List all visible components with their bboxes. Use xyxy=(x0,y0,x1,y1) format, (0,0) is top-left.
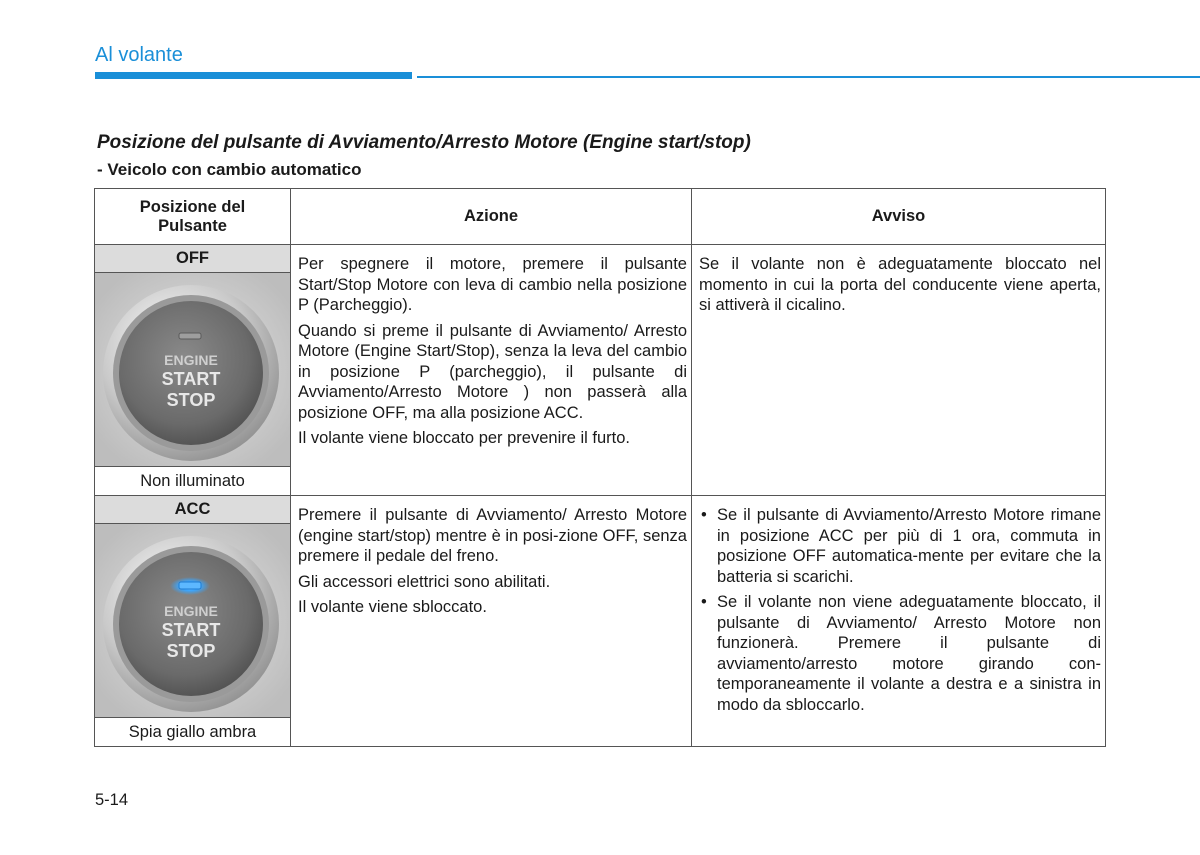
action-paragraph: Gli accessori elettrici sono abilitati. xyxy=(298,572,551,591)
warning-cell-acc xyxy=(692,496,1106,747)
action-cell-off xyxy=(291,245,692,496)
position-cell-acc xyxy=(95,496,291,747)
header-action: Azione xyxy=(291,189,692,245)
list-item xyxy=(699,592,1101,715)
page-subheading: - Veicolo con cambio automatico xyxy=(97,160,362,179)
bullet-icon: • xyxy=(701,506,707,524)
warning-paragraph: Se il volante non è adeguatamente bloccato nel momento in cui la porta del conducente viene aperta, si attiverà il cicalino. xyxy=(699,255,1101,314)
table-row xyxy=(95,496,1106,747)
engine-button-image-acc xyxy=(95,524,290,718)
engine-start-stop-icon xyxy=(95,524,290,717)
action-paragraph: Il volante viene bloccato per prevenire il furto. xyxy=(298,429,631,447)
table-header-row xyxy=(95,189,1106,245)
indicator-light-icon xyxy=(179,582,201,589)
action-paragraph: Il volante viene sbloccato. xyxy=(298,598,487,616)
section-title: Al volante xyxy=(95,44,183,66)
position-caption-off: Non illuminato xyxy=(95,467,290,495)
bullet-icon: • xyxy=(701,593,707,611)
warning-cell-off xyxy=(692,245,1106,496)
action-paragraph: Per spegnere il motore, premere il pulsante Start/Stop Motore con leva di cambio nella posizione P (Parcheggio). xyxy=(298,255,687,314)
list-item xyxy=(699,505,1101,587)
start-label: START xyxy=(161,620,221,640)
warning-bullet-text: Se il volante non viene adeguatamente bloccato, il pulsante di Avviamento/ Arresto Motore non funzionerà. Premere il pulsante di avviamento/arresto motore girando con-temporaneamente il volante a destra e a sinistra in modo da sbloccarlo. xyxy=(717,593,1101,714)
action-paragraph: Premere il pulsante di Avviamento/ Arresto Motore (engine start/stop) mentre è in posi-zione OFF, senza premere il pedale del freno. xyxy=(298,506,687,565)
header-rule-thin xyxy=(417,76,1200,78)
warning-list xyxy=(699,505,1101,715)
warning-bullet-text: Se il pulsante di Avviamento/Arresto Motore rimane in posizione ACC per più di 1 ora, commuta in posizione OFF automatica-mente per evitare che la batteria si scarichi. xyxy=(717,506,1101,586)
header-rule-thick xyxy=(95,72,412,79)
header-position: Posizione del Pulsante xyxy=(95,189,291,245)
page-heading: Posizione del pulsante di Avviamento/Arresto Motore (Engine start/stop) xyxy=(97,132,751,153)
header-warning: Avviso xyxy=(692,189,1106,245)
engine-label: ENGINE xyxy=(164,603,218,619)
position-label-off: OFF xyxy=(95,245,290,273)
position-caption-acc: Spia giallo ambra xyxy=(95,718,290,746)
stop-label: STOP xyxy=(166,641,216,661)
start-label: START xyxy=(161,369,221,389)
action-cell-acc xyxy=(291,496,692,747)
action-paragraph: Quando si preme il pulsante di Avviamento/ Arresto Motore (Engine Start/Stop), senza la leva del cambio in posizione P (parcheggio), il pulsante di Avviamento/Arresto Motore ) non passerà alla posizione OFF, ma alla posizione ACC. xyxy=(298,321,687,422)
position-cell-off xyxy=(95,245,291,496)
button-position-table xyxy=(94,188,1106,747)
engine-label: ENGINE xyxy=(164,352,218,368)
engine-start-stop-icon xyxy=(95,273,290,466)
page-number: 5-14 xyxy=(95,791,129,809)
stop-label: STOP xyxy=(166,390,216,410)
engine-button-image-off xyxy=(95,273,290,467)
table-row xyxy=(95,245,1106,496)
position-label-acc: ACC xyxy=(95,496,290,524)
